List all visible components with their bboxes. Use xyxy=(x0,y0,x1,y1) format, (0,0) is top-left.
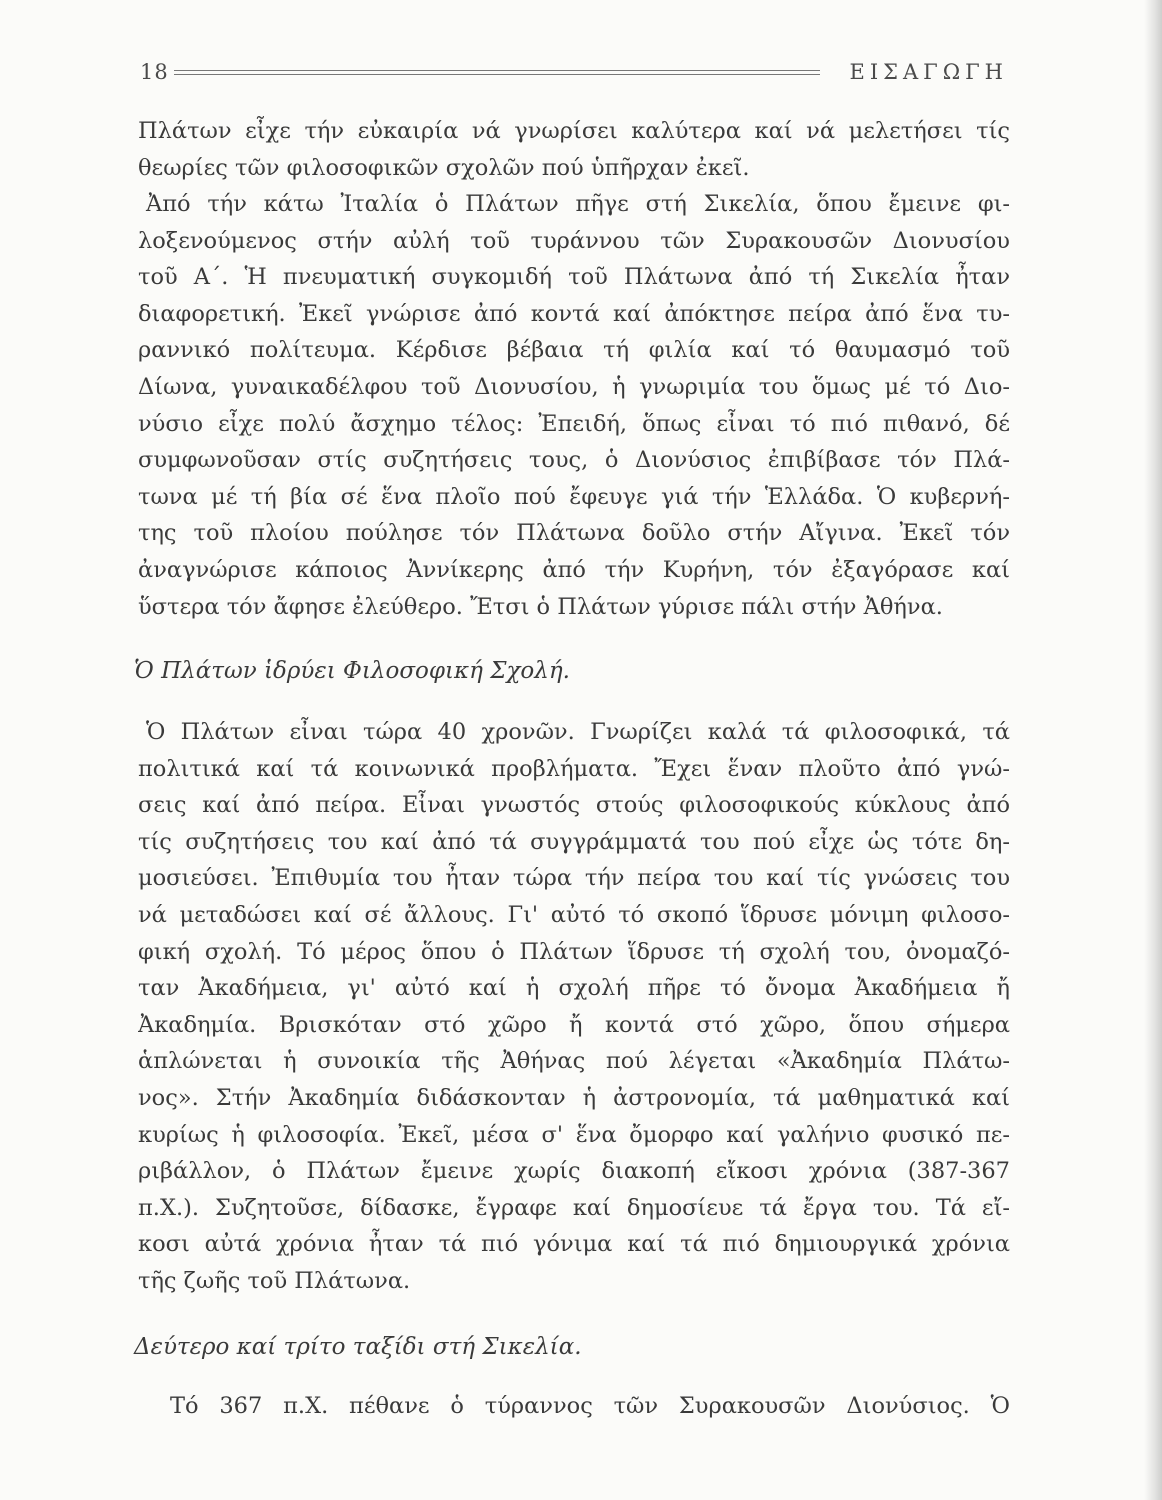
header-double-rule xyxy=(174,70,820,75)
text-line: Τό 367 π.Χ. πέθανε ὁ τύραννος τῶν Συρακουσῶν Διονύσιος. Ὁ xyxy=(170,1393,1010,1419)
text-line: Δίωνα, γυναικαδέλφου τοῦ Διονυσίου, ἡ γνωριμία του ὅμως μέ τό Διο- xyxy=(138,373,1010,400)
text-line: κυρίως ἡ φιλοσοφία. Ἐκεῖ, μέσα σ' ἕνα ὄμορφο καί γαλήνιο φυσικό πε- xyxy=(138,1121,1010,1148)
text-line: ταν Ἀκαδήμεια, γι' αὐτό καί ἡ σχολή πῆρε τό ὄνομα Ἀκαδήμεια ἤ xyxy=(138,975,1010,1002)
text-line: Ἀπό τήν κάτω Ἰταλία ὁ Πλάτων πῆγε στή Σικελία, ὅπου ἔμεινε φι- xyxy=(146,191,1010,217)
text-line: νά μεταδώσει καί σέ ἄλλους. Γι' αὐτό τό σκοπό ἵδρυσε μόνιμη φιλοσο- xyxy=(138,901,1010,928)
text-line: Ἀκαδημία. Βρισκόταν στό χῶρο ἤ κοντά στό χῶρο, ὅπου σήμερα xyxy=(138,1011,1010,1038)
section-heading-academy: Ὁ Πλάτων ἱδρύει Φιλοσοφική Σχολή. xyxy=(134,658,570,684)
text-line: λοξενούμενος στήν αὐλή τοῦ τυράννου τῶν Συρακουσῶν Διονυσίου xyxy=(138,227,1010,254)
paragraph-3 xyxy=(138,714,1010,1300)
page-number: 18 xyxy=(140,60,169,84)
paragraph-2 xyxy=(138,186,1010,625)
text-line: συμφωνοῦσαν στίς συζητήσεις τους, ὁ Διονύσιος ἐπιβίβασε τόν Πλά- xyxy=(138,447,1010,474)
paragraph-1 xyxy=(138,113,1010,186)
section-heading-sicily: Δεύτερο καί τρίτο ταξίδι στή Σικελία. xyxy=(134,1334,582,1360)
text-line: φική σχολή. Τό μέρος ὅπου ὁ Πλάτων ἵδρυσε τή σχολή του, ὀνομαζό- xyxy=(138,938,1010,965)
text-line: τοῦ Α΄. Ἡ πνευματική συγκομιδή τοῦ Πλάτωνα ἀπό τή Σικελία ἦταν xyxy=(138,264,1010,291)
text-line: ριβάλλον, ὁ Πλάτων ἔμεινε χωρίς διακοπή εἴκοσι χρόνια (387-367 xyxy=(138,1158,1010,1185)
text-line: τῆς ζωῆς τοῦ Πλάτωνα. xyxy=(138,1267,411,1294)
text-line: τωνα μέ τή βία σέ ἕνα πλοῖο πού ἔφευγε γιά τήν Ἑλλάδα. Ὁ κυβερνή- xyxy=(138,483,1010,510)
text-line: π.Χ.). Συζητοῦσε, δίδασκε, ἔγραφε καί δημοσίευε τά ἔργα του. Τά εἴ- xyxy=(138,1194,1010,1221)
text-line: ἀναγνώρισε κάποιος Ἀννίκερης ἀπό τήν Κυρήνη, τόν ἐξαγόρασε καί xyxy=(138,556,1010,583)
paragraph-4 xyxy=(138,1388,1010,1425)
text-line: Ὁ Πλάτων εἶναι τώρα 40 χρονῶν. Γνωρίζει καλά τά φιλοσοφικά, τά xyxy=(146,719,1010,745)
text-line: Πλάτων εἶχε τήν εὐκαιρία νά γνωρίσει καλύτερα καί νά μελετήσει τίς xyxy=(138,118,1010,144)
page-edge-shadow xyxy=(1144,0,1162,1500)
text-line: της τοῦ πλοίου πούλησε τόν Πλάτωνα δοῦλο στήν Αἴγινα. Ἐκεῖ τόν xyxy=(138,520,1010,547)
text-line: θεωρίες τῶν φιλοσοφικῶν σχολῶν πού ὑπῆρχαν ἐκεῖ. xyxy=(138,154,750,181)
text-line: νύσιο εἶχε πολύ ἄσχημο τέλος: Ἐπειδή, ὅπως εἶναι τό πιό πιθανό, δέ xyxy=(138,410,1010,437)
text-line: πολιτικά καί τά κοινωνικά προβλήματα. Ἔχει ἕναν πλοῦτο ἀπό γνώ- xyxy=(138,755,1010,782)
text-line: νος». Στήν Ἀκαδημία διδάσκονταν ἡ ἀστρονομία, τά μαθηματικά καί xyxy=(138,1084,1010,1111)
text-line: ραννικό πολίτευμα. Κέρδισε βέβαια τή φιλία καί τό θαυμασμό τοῦ xyxy=(138,337,1010,364)
running-title: ΕΙΣΑΓΩΓΗ xyxy=(849,60,1008,84)
text-line: τίς συζητήσεις του καί ἀπό τά συγγράμματά του πού εἶχε ὡς τότε δη- xyxy=(138,828,1010,855)
text-line: σεις καί ἀπό πείρα. Εἶναι γνωστός στούς φιλοσοφικούς κύκλους ἀπό xyxy=(138,792,1010,819)
text-line: διαφορετική. Ἐκεῖ γνώρισε ἀπό κοντά καί ἀπόκτησε πείρα ἀπό ἕνα τυ- xyxy=(138,300,1010,327)
page-header xyxy=(140,58,1008,88)
text-line: μοσιεύσει. Ἐπιθυμία του ἦταν τώρα τήν πείρα του καί τίς γνώσεις του xyxy=(138,865,1010,892)
text-line: ἁπλώνεται ἡ συνοικία τῆς Ἀθήνας πού λέγεται «Ἀκαδημία Πλάτω- xyxy=(138,1048,1010,1075)
text-line: ὕστερα τόν ἄφησε ἐλεύθερο. Ἔτσι ὁ Πλάτων γύρισε πάλι στήν Ἀθήνα. xyxy=(138,593,943,620)
text-line: κοσι αὐτά χρόνια ἦταν τά πιό γόνιμα καί τά πιό δημιουργικά χρόνια xyxy=(138,1231,1010,1258)
